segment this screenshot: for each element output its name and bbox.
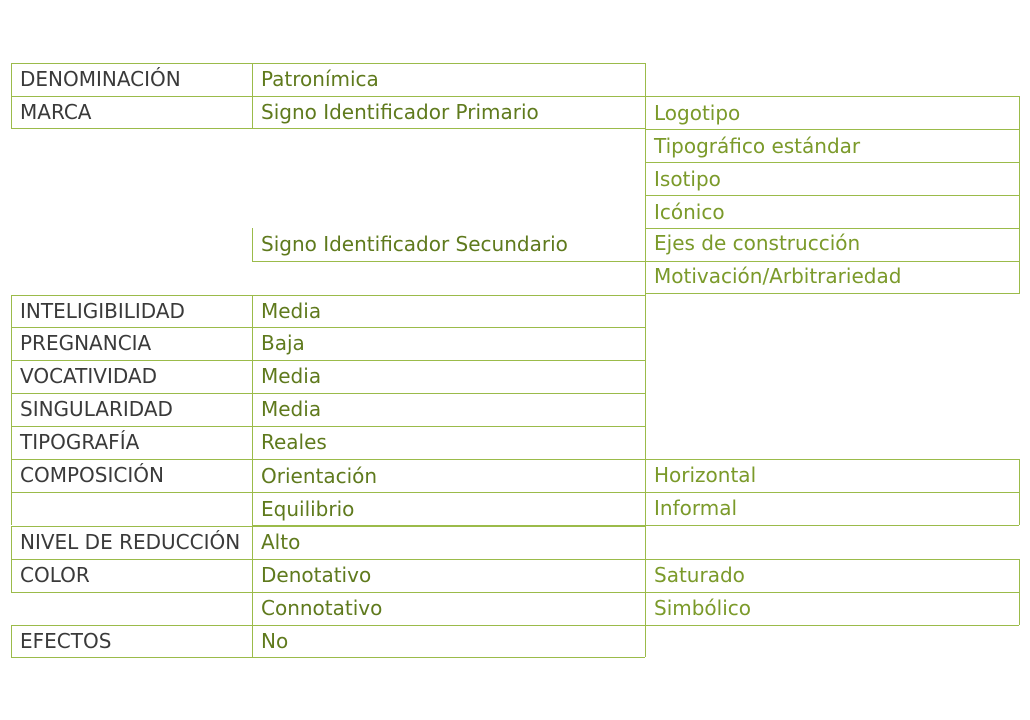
singularidad-label: SINGULARIDAD xyxy=(20,397,173,421)
inteligibilidad-value: Media xyxy=(261,299,322,323)
color-label: COLOR xyxy=(20,563,90,587)
composicion-equilibrio: Equilibrio xyxy=(261,497,355,521)
marca-primary: Signo Identificador Primario xyxy=(261,100,539,124)
marca-primary-item: Logotipo xyxy=(654,101,741,125)
marca-secondary: Signo Identificador Secundario xyxy=(261,232,568,256)
pregnancia-value: Baja xyxy=(261,331,305,355)
pregnancia-label: PREGNANCIA xyxy=(20,331,152,355)
denominacion-value: Patronímica xyxy=(261,67,379,91)
marca-primary-item: Tipográfico estándar xyxy=(654,134,861,158)
marca-secondary-item: Motivación/Arbitrariedad xyxy=(654,264,902,288)
nivel-reduccion-label: NIVEL DE REDUCCIÓN xyxy=(20,530,241,554)
denominacion-label: DENOMINACIÓN xyxy=(20,67,181,91)
vocatividad-value: Media xyxy=(261,364,322,388)
composicion-equilibrio-value: Informal xyxy=(654,496,738,520)
marca-primary-item: Isotipo xyxy=(654,167,721,191)
efectos-value: No xyxy=(261,629,289,653)
composicion-label: COMPOSICIÓN xyxy=(20,463,164,487)
marca-label: MARCA xyxy=(20,100,92,124)
composicion-orientacion: Orientación xyxy=(261,464,378,488)
marca-secondary-item: Ejes de construcción xyxy=(654,231,861,255)
inteligibilidad-label: INTELIGIBILIDAD xyxy=(20,299,185,323)
tipografia-value: Reales xyxy=(261,430,327,454)
singularidad-value: Media xyxy=(261,397,322,421)
color-connotativo: Connotativo xyxy=(261,596,383,620)
tipografia-label: TIPOGRAFÍA xyxy=(20,430,140,454)
composicion-orientacion-value: Horizontal xyxy=(654,463,757,487)
marca-primary-item: Icónico xyxy=(654,200,725,224)
color-denotativo: Denotativo xyxy=(261,563,372,587)
color-denotativo-value: Saturado xyxy=(654,563,745,587)
color-connotativo-value: Simbólico xyxy=(654,596,752,620)
nivel-reduccion-value: Alto xyxy=(261,530,301,554)
efectos-label: EFECTOS xyxy=(20,629,112,653)
vocatividad-label: VOCATIVIDAD xyxy=(20,364,157,388)
